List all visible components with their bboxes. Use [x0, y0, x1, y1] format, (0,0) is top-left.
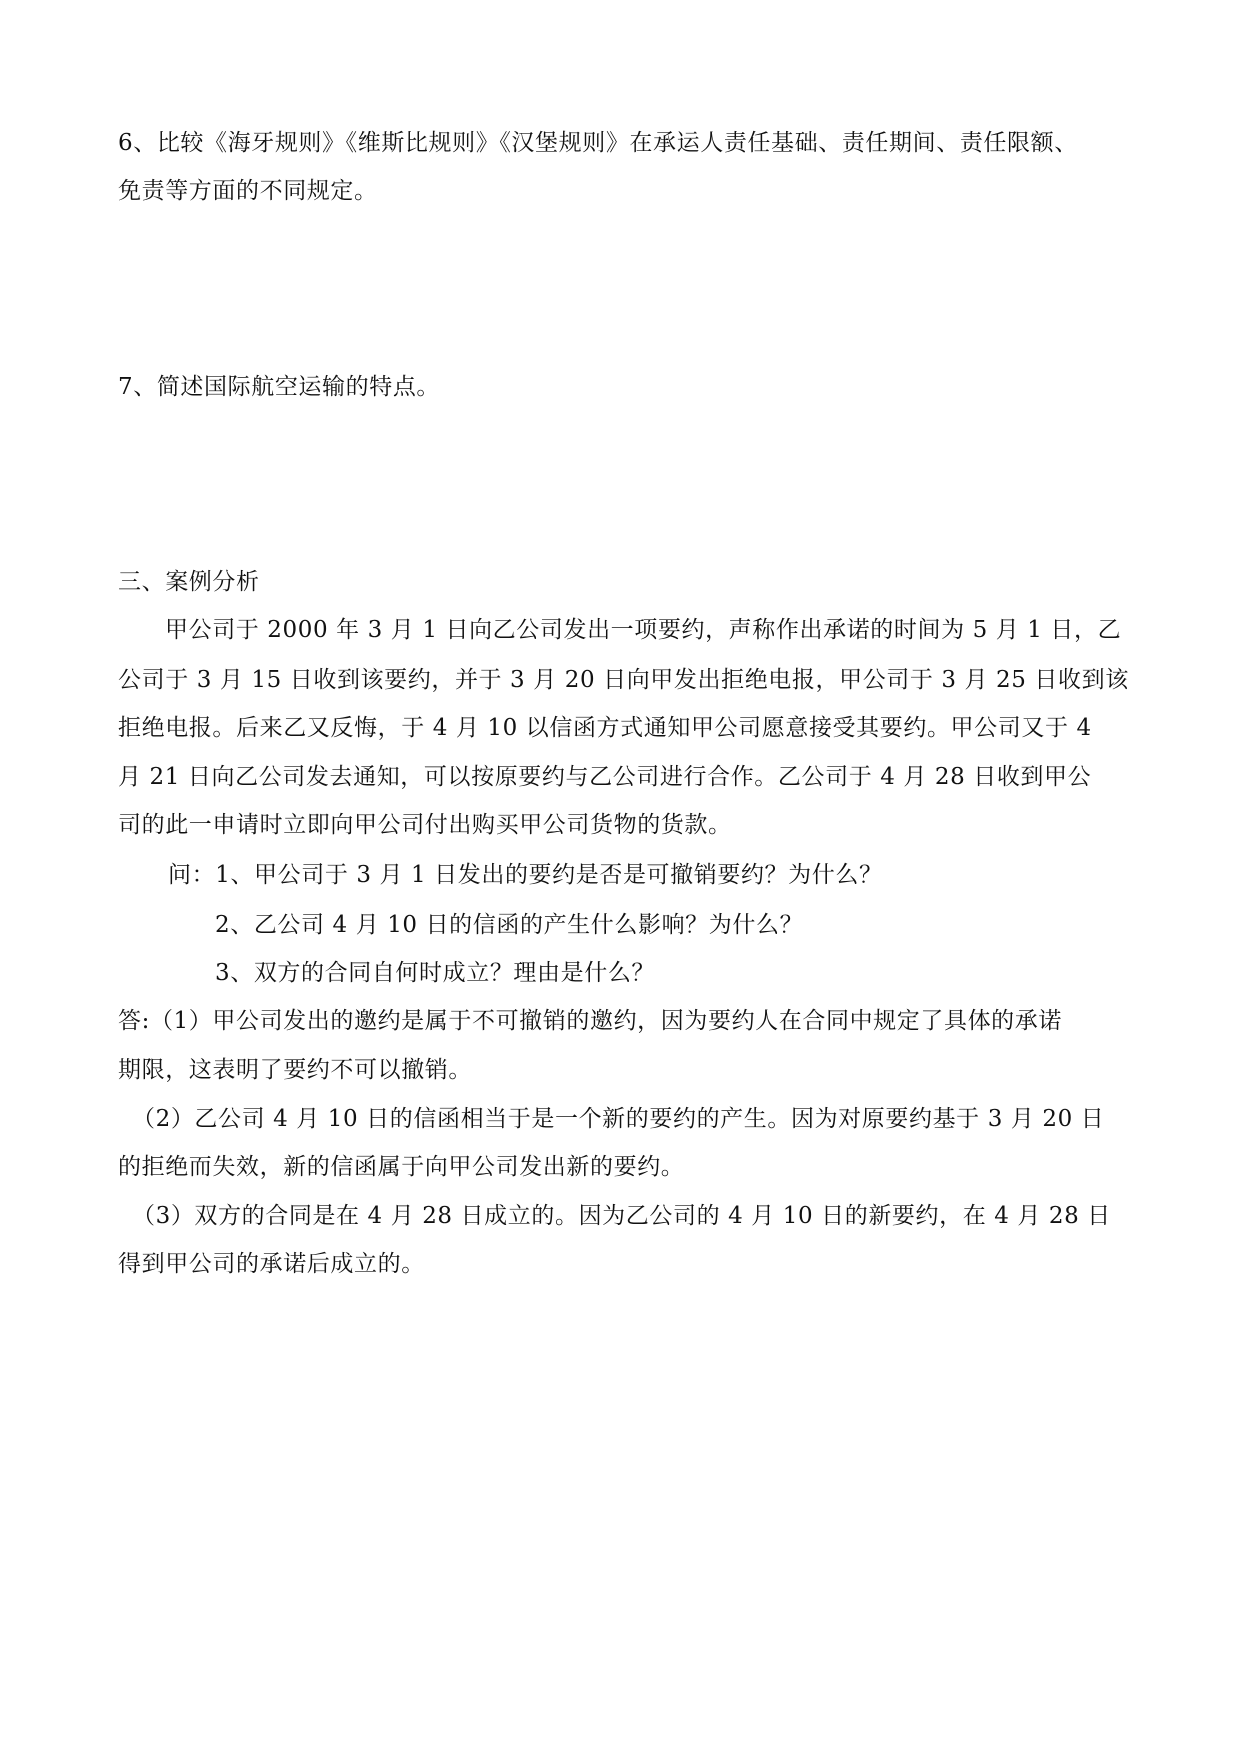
- case-paragraph-line: 拒绝电报。后来乙又反悔，于 4 月 10 以信函方式通知甲公司愿意接受其要约。甲公司又于 4: [118, 715, 1092, 741]
- case-question-2: 2、乙公司 4 月 10 日的信函的产生什么影响？为什么？: [215, 912, 804, 938]
- case-question-3: 3、双方的合同自何时成立？理由是什么？: [215, 960, 656, 986]
- question-7: 7、简述国际航空运输的特点。: [118, 374, 441, 400]
- case-question-1: 问：1、甲公司于 3 月 1 日发出的要约是否是可撤销要约？为什么？: [168, 862, 883, 888]
- answer-1-line-1: 答:（1）甲公司发出的邀约是属于不可撤销的邀约，因为要约人在合同中规定了具体的承诺: [118, 1008, 1062, 1034]
- case-paragraph-line: 公司于 3 月 15 日收到该要约，并于 3 月 20 日向甲发出拒绝电报，甲公司于 3 月 25 日收到该: [118, 667, 1129, 693]
- answer-1-line-2: 期限，这表明了要约不可以撤销。: [118, 1057, 472, 1083]
- question-6-line-1: 6、比较《海牙规则》《维斯比规则》《汉堡规则》在承运人责任基础、责任期间、责任限额、: [118, 130, 1078, 156]
- question-6-line-2: 免责等方面的不同规定。: [118, 178, 378, 204]
- case-paragraph-line: 甲公司于 2000 年 3 月 1 日向乙公司发出一项要约，声称作出承诺的时间为 5 月 1 日，乙: [165, 617, 1122, 643]
- answer-2-line-1: （2）乙公司 4 月 10 日的信函相当于是一个新的要约的产生。因为对原要约基于 3 月 20 日: [132, 1106, 1105, 1132]
- answer-2-line-2: 的拒绝而失效，新的信函属于向甲公司发出新的要约。: [118, 1154, 685, 1180]
- answer-3-line-2: 得到甲公司的承诺后成立的。: [118, 1251, 425, 1277]
- section-3-heading: 三、案例分析: [118, 569, 260, 595]
- case-paragraph-line: 月 21 日向乙公司发去通知，可以按原要约与乙公司进行合作。乙公司于 4 月 28 日收到甲公: [118, 764, 1092, 790]
- answer-3-line-1: （3）双方的合同是在 4 月 28 日成立的。因为乙公司的 4 月 10 日的新要约，在 4 月 28 日: [132, 1203, 1111, 1229]
- case-paragraph-line: 司的此一申请时立即向甲公司付出购买甲公司货物的货款。: [118, 812, 732, 838]
